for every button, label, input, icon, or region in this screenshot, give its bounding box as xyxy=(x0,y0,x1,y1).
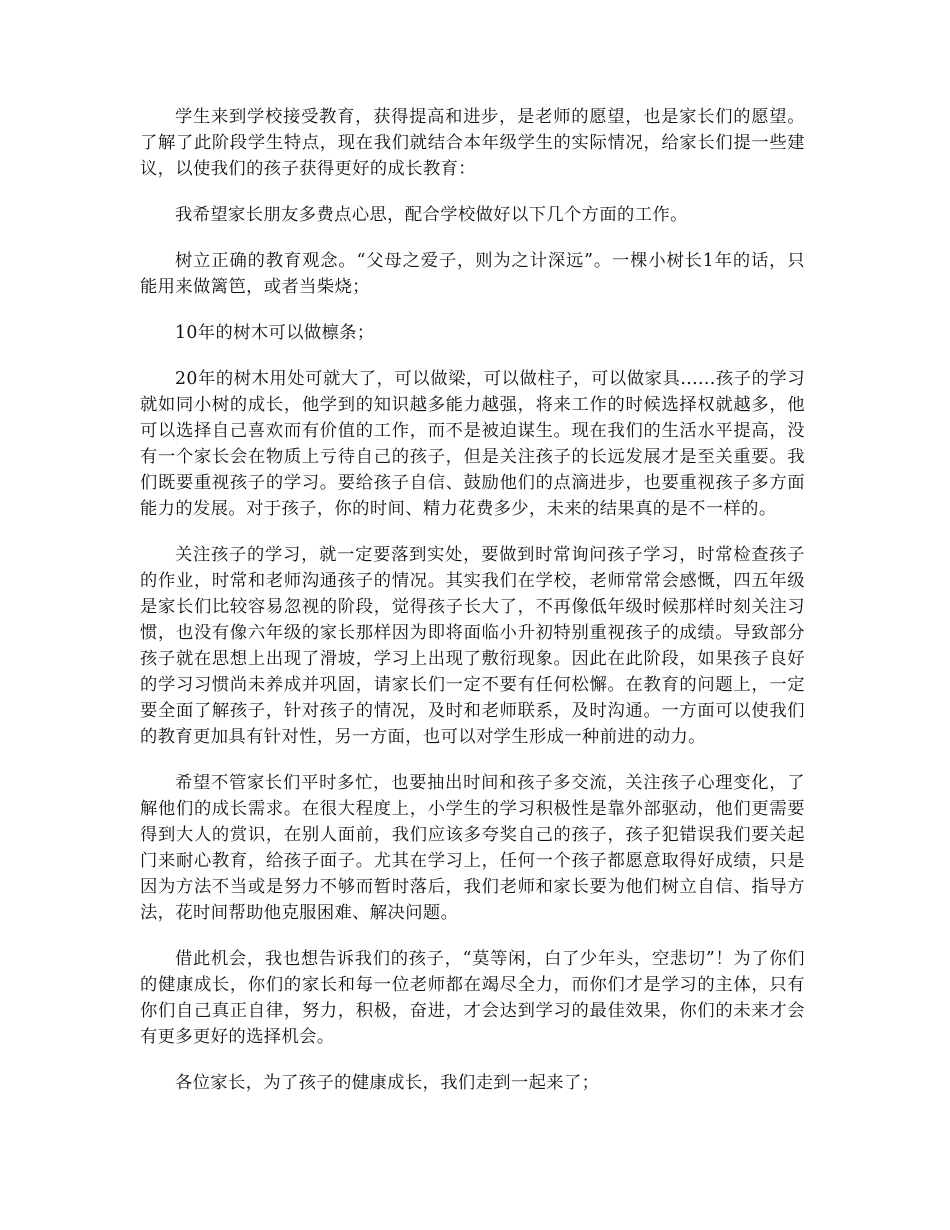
paragraph-4: 10年的树木可以做檩条； xyxy=(175,323,375,343)
paragraph-7: 希望不管家长们平时多忙，也要抽出时间和孩子多交流，关注孩子心理变化，了解他们的成长需求。在很大程度上，小学生的学习积极性是靠外部驱动，他们更需要得到大人的赏识，在别人面前，我们应该多夸奖自己的孩子，孩子犯错误我们要关起门来耐心教育，给孩子面子。尤其在学习上，任何一个孩子都愿意取得好成绩，只是因为方法不当或是努力不够而暂时落后，我们老师和家长要为他们树立自信、指导方法，花时间帮助他克服困难、解决问题。 xyxy=(140,773,805,923)
document-body xyxy=(140,104,805,1116)
paragraph-2: 我希望家长朋友多费点心思，配合学校做好以下几个方面的工作。 xyxy=(175,205,688,225)
paragraph-8: 借此机会，我也想告诉我们的孩子，“莫等闲，白了少年头，空悲切”！为了你们的健康成长，你们的家长和每一位老师都在竭尽全力，而你们才是学习的主体，只有你们自己真正自律，努力，积极，奋进，才会达到学习的最佳效果，你们的未来才会有更多更好的选择机会。 xyxy=(140,949,805,1047)
paragraph-1: 学生来到学校接受教育，获得提高和进步，是老师的愿望，也是家长们的愿望。了解了此阶段学生特点，现在我们就结合本年级学生的实际情况，给家长们提一些建议，以使我们的孩子获得更好的成长教育： xyxy=(140,107,805,179)
paragraph-5: 20年的树木用处可就大了，可以做梁，可以做柱子，可以做家具......孩子的学习就如同小树的成长，他学到的知识越多能力越强，将来工作的时候选择权就越多，他可以选择自己喜欢而有价值的工作，而不是被迫谋生。现在我们的生活水平提高，没有一个家长会在物质上亏待自己的孩子，但是关注孩子的长远发展才是至关重要。我们既要重视孩子的学习。要给孩子自信、鼓励他们的点滴进步，也要重视孩子多方面能力的发展。对于孩子，你的时间、精力花费多少，未来的结果真的是不一样的。 xyxy=(140,369,805,519)
paragraph-3: 树立正确的教育观念。“父母之爱子，则为之计深远”。一棵小树长1年的话，只能用来做篱笆，或者当柴烧； xyxy=(140,251,805,297)
paragraph-6: 关注孩子的学习，就一定要落到实处，要做到时常询问孩子学习，时常检查孩子的作业，时常和老师沟通孩子的情况。其实我们在学校，老师常常会感慨，四五年级是家长们比较容易忽视的阶段，觉得孩子长大了，不再像低年级时候那样时刻关注习惯，也没有像六年级的家长那样因为即将面临小升初特别重视孩子的成绩。导致部分孩子就在思想上出现了滑坡，学习上出现了敷衍现象。因此在此阶段，如果孩子良好的学习习惯尚未养成并巩固，请家长们一定不要有任何松懈。在教育的问题上，一定要全面了解孩子，针对孩子的情况，及时和老师联系，及时沟通。一方面可以使我们的教育更加具有针对性，另一方面，也可以对学生形成一种前进的动力。 xyxy=(140,545,805,747)
paragraph-9: 各位家长，为了孩子的健康成长，我们走到一起来了； xyxy=(175,1073,600,1093)
